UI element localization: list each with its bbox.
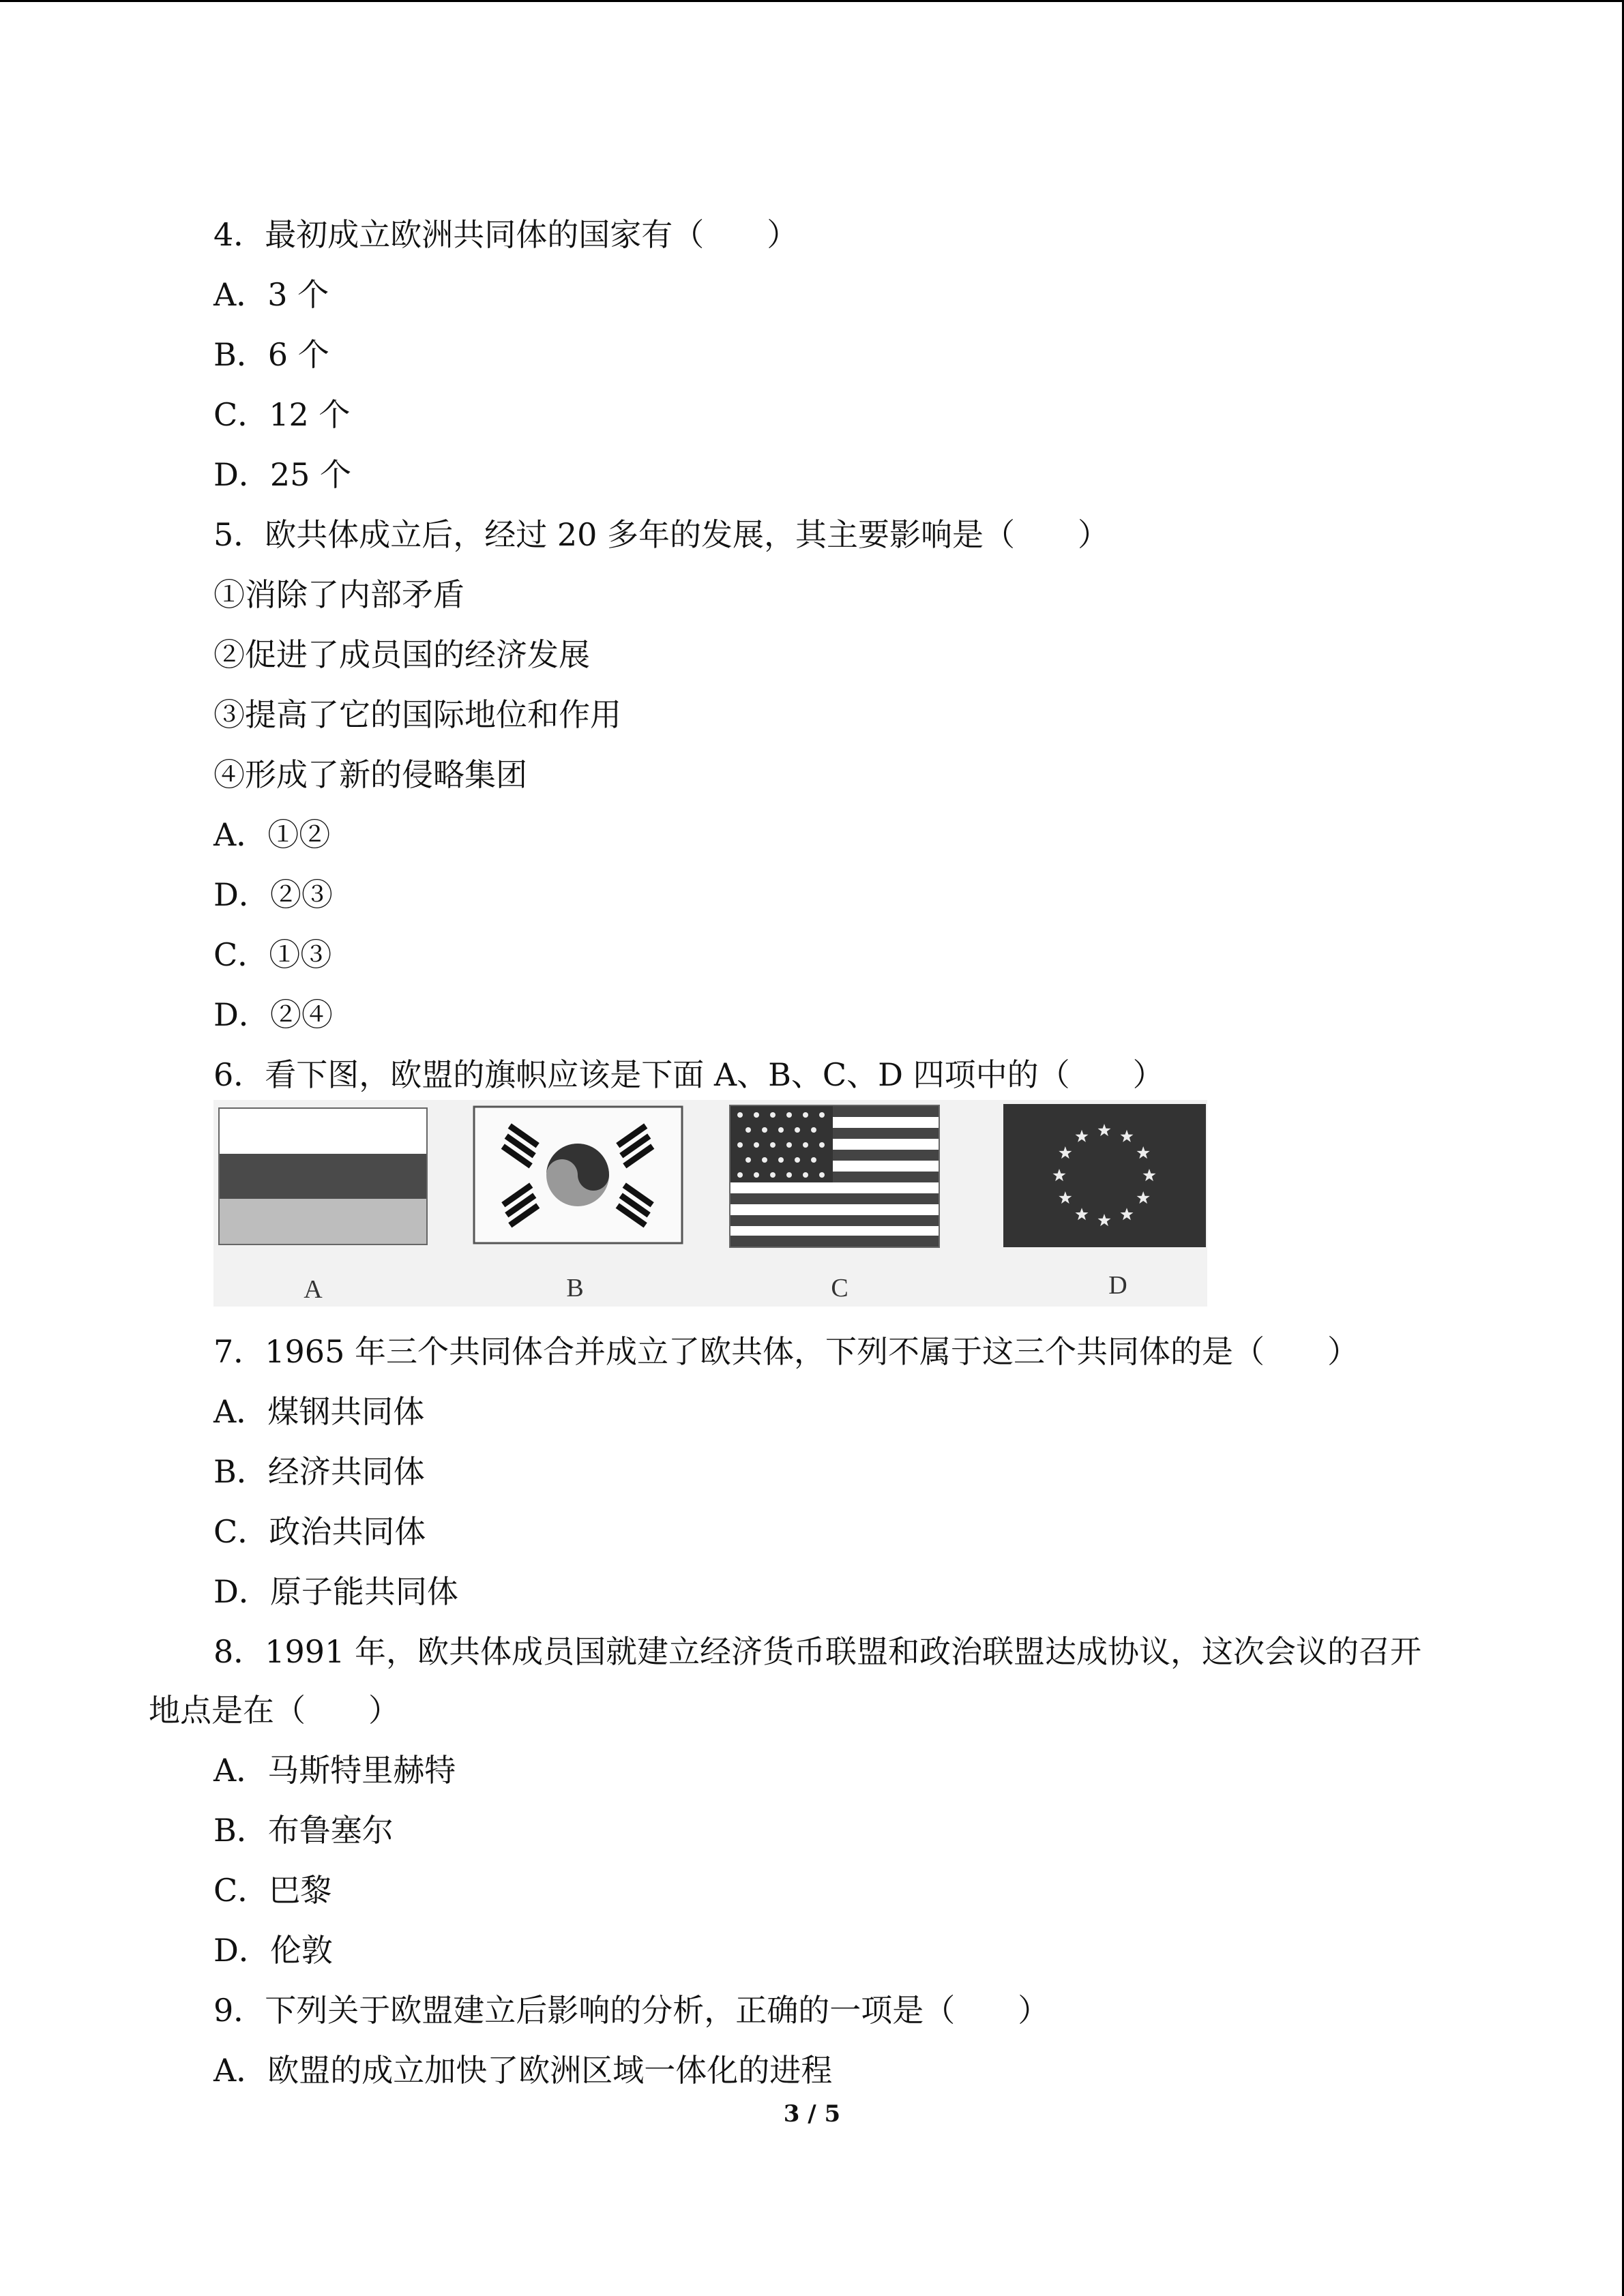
q7-option-b: B．经济共同体 — [213, 1453, 425, 1490]
q5-option-c: C．①③ — [213, 936, 332, 973]
q5-statement-2: ②促进了成员国的经济发展 — [213, 636, 590, 673]
question-8: 8．1991 年，欧共体成员国就建立经济货币联盟和政治联盟达成协议，这次会议的召开 — [213, 1633, 1421, 1670]
q8-option-d: D．伦敦 — [213, 1932, 333, 1969]
q4-option-d: D．25 个 — [213, 456, 352, 493]
q5-statement-4: ④形成了新的侵略集团 — [213, 756, 527, 793]
q7-option-d: D．原子能共同体 — [213, 1573, 458, 1610]
flag-label-a: A — [304, 1275, 323, 1304]
flag-b — [474, 1107, 682, 1243]
question-8-continued: 地点是在（ ） — [149, 1692, 400, 1729]
q4-option-a: A．3 个 — [213, 276, 329, 313]
question-7: 7．1965 年三个共同体合并成立了欧共体，下列不属于这三个共同体的是（ ） — [213, 1333, 1359, 1370]
q9-option-a: A．欧盟的成立加快了欧洲区域一体化的进程 — [213, 2052, 833, 2089]
q8-option-b: B．布鲁塞尔 — [213, 1812, 394, 1849]
q7-option-c: C．政治共同体 — [213, 1513, 426, 1550]
question-9: 9．下列关于欧盟建立后影响的分析，正确的一项是（ ） — [213, 1992, 1050, 2029]
q5-option-d2: D．②④ — [213, 996, 333, 1033]
flag-d — [1003, 1104, 1206, 1247]
question-5: 5．欧共体成立后，经过 20 多年的发展，其主要影响是（ ） — [213, 516, 1110, 553]
question-6: 6．看下图，欧盟的旗帜应该是下面 A、B、C、D 四项中的（ ） — [213, 1056, 1164, 1093]
flag-label-d: D — [1108, 1271, 1127, 1300]
q5-statement-1: ①消除了内部矛盾 — [213, 576, 464, 613]
question-4: 4．最初成立欧洲共同体的国家有（ ） — [213, 216, 799, 253]
q4-option-b: B．6 个 — [213, 336, 329, 373]
flag-label-c: C — [831, 1274, 848, 1302]
flag-a — [219, 1108, 427, 1244]
q5-statement-3: ③提高了它的国际地位和作用 — [213, 696, 621, 733]
flag-figure — [213, 1100, 1207, 1307]
q8-option-c: C．巴黎 — [213, 1872, 332, 1909]
q5-option-d1: D．②③ — [213, 876, 333, 913]
flag-c — [730, 1105, 939, 1247]
page-number: 3 / 5 — [783, 2100, 841, 2128]
q8-option-a: A．马斯特里赫特 — [213, 1752, 456, 1789]
flag-label-b: B — [566, 1274, 584, 1302]
q7-option-a: A．煤钢共同体 — [213, 1393, 425, 1430]
page-border-top — [0, 0, 1624, 2]
q4-option-c: C．12 个 — [213, 396, 351, 433]
q5-option-a: A．①② — [213, 816, 331, 853]
